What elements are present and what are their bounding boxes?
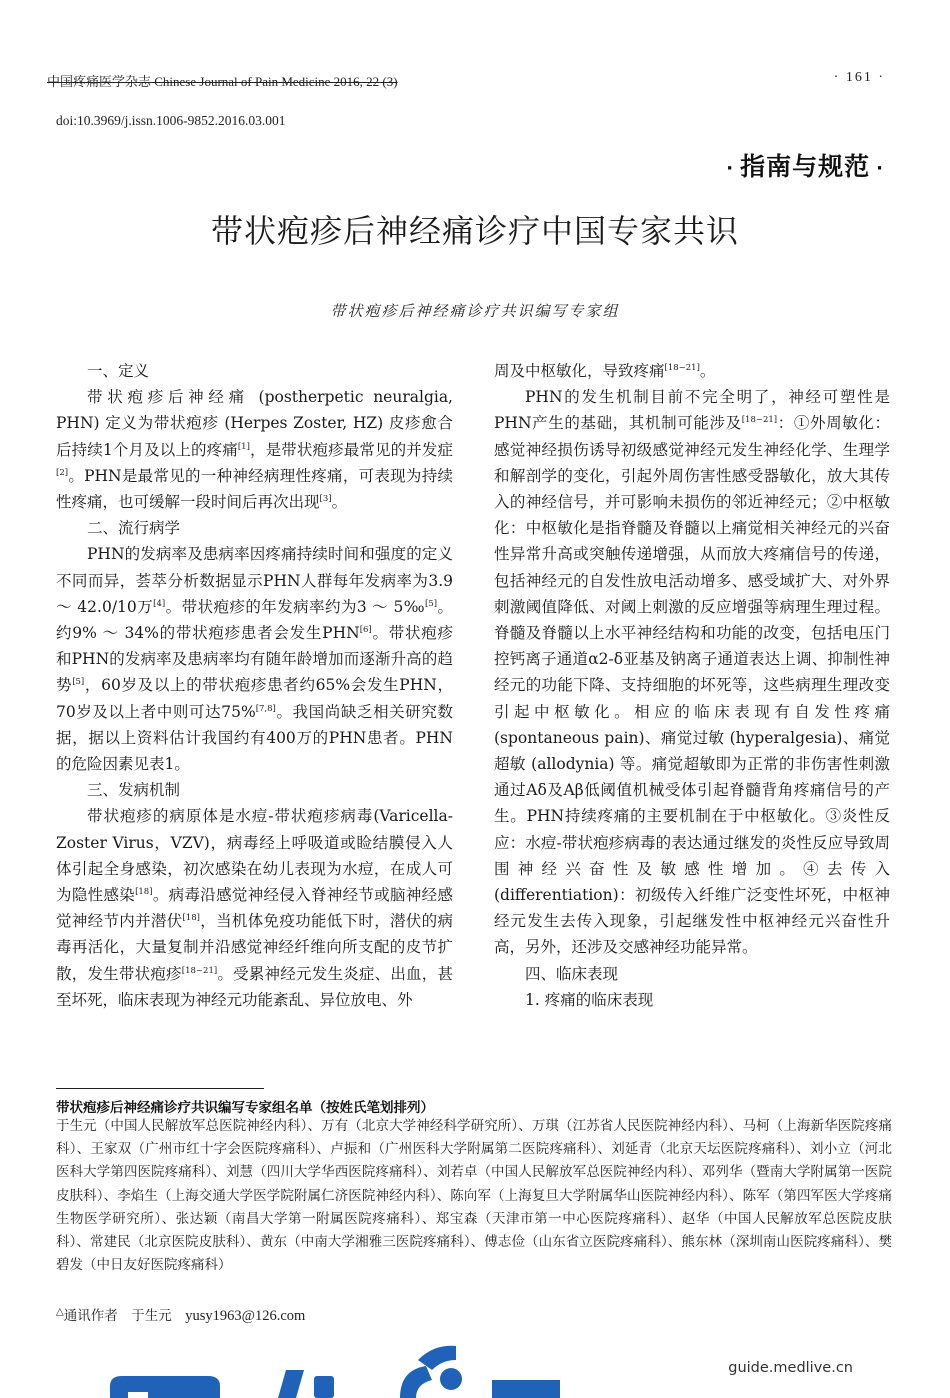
contact-label: 通讯作者 于生元	[63, 1308, 172, 1324]
watermark-logo	[100, 1330, 560, 1398]
watermark-logo-graphic	[100, 1330, 560, 1398]
heading-clinical: 四、临床表现	[525, 964, 619, 983]
section-tag-label: 指南与规范	[740, 152, 871, 181]
expert-list: 于生元（中国人民解放军总医院神经内科）、万有（北京大学神经科学研究所）、万琪（江苏省人民医院神经内科）、马柯（上海新华医院疼痛科）、王家双（广州市红十字会医院疼痛科）、卢振和（广州医科大学附属第二医院疼痛科）、刘延青（北京天坛医院疼痛科）、刘小立（河北医科大学第四医院疼痛科）、刘慧（四川大学华西医院疼痛科）、刘若卓（中国人民解放军总医院神经内科）、邓列华（暨南大学附属第一医院皮肤科）、李焰生（上海交通大学医学院附属仁济医院神经内科）、陈向军（上海复旦大学附属华山医院神经内科）、陈军（第四军医大学疼痛生物医学研究所）、张达颖（南昌大学第一附属医院疼痛科）、郑宝森（天津市第一中心医院疼痛科）、赵华（中国人民解放军总医院皮肤科）、常建民（北京医院皮肤科）、黄东（中南大学湘雅三医院疼痛科）、傅志俭（山东省立医院疼痛科）、熊东林（深圳南山医院疼痛科）、樊碧发（中日友好医院疼痛科）	[56, 1118, 892, 1274]
left-column	[56, 358, 453, 1013]
paragraph-mechanism-detail: PHN的发生机制目前不完全明了，神经可塑性是PHN产生的基础，其机制可能涉及[18~21]：①外周敏化：感觉神经损伤诱导初级感觉神经元发生神经化学、生理学和解剖学的变化，引起外周伤害性感受器敏化，放大其传入的神经信号，并可影响未损伤的邻近神经元；②中枢敏化：中枢敏化是指脊髓及脊髓以上痛觉相关神经元的兴奋性异常升高或突触传递增强，从而放大疼痛信号的传递，包括神经元的自发性放电活动增多、感受域扩大、对外界刺激阈值降低、对阈上刺激的反应增强等病理生理过程。脊髓及脊髓以上水平神经结构和功能的改变，包括电压门控钙离子通道α2-δ亚基及钠离子通道表达上调、抑制性神经元的功能下降、支持细胞的坏死等，这些病理生理改变引起中枢敏化。相应的临床表现有自发性疼痛 (spontaneous pain)、痛觉过敏 (hyperalgesia)、痛觉超敏 (allodynia) 等。痛觉超敏即为正常的非伤害性刺激通过Aδ及Aβ低阈值机械受体引起脊髓背角疼痛信号的产生。PHN持续疼痛的主要机制在于中枢敏化。③炎性反应：水痘-带状疱疹病毒的表达通过继发的炎性反应导致周围神经兴奋性及敏感性增加。④去传入 (differentiation)：初级传入纤维广泛变性坏死，中枢神经元发生去传入现象，引起继发性中枢神经元兴奋性升高，另外，还涉及交感神经功能异常。	[494, 388, 890, 957]
journal-header: 中国疼痛医学杂志 Chinese Journal of Pain Medicine 2016, 22 (3)	[47, 74, 398, 89]
triangle-icon: △	[56, 1306, 64, 1318]
citation[interactable]: [5]	[72, 677, 85, 688]
citation[interactable]: [18~21]	[741, 415, 778, 426]
corresponding-author	[56, 1304, 305, 1325]
citation[interactable]: [7,8]	[255, 703, 276, 714]
citation[interactable]: [4]	[153, 598, 166, 609]
right-column	[494, 358, 890, 1013]
heading-pain-clinical: 1. 疼痛的临床表现	[525, 990, 654, 1009]
contact-email[interactable]: yusy1963@126.com	[185, 1308, 306, 1324]
author-group: 带状疱疹后神经痛诊疗共识编写专家组	[330, 302, 620, 320]
paragraph-mechanism: 带状疱疹的病原体是水痘-带状疱疹病毒(Varicella-Zoster Virus，VZV)，病毒经上呼吸道或睑结膜侵入人体引起全身感染，初次感染在幼儿表现为水痘，在成人可为隐性感染[18]。病毒沿感觉神经侵入脊神经节或脑神经感觉神经节内并潜伏[18]，当机体免疫功能低下时，潜伏的病毒再活化，大量复制并沿感觉神经纤维向所支配的皮节扩散，发生带状疱疹[18~21]。受累神经元发生炎症、出血，甚至坏死，临床表现为神经元功能紊乱、异位放电、外	[56, 807, 453, 1009]
paragraph-epidemiology: PHN的发病率及患病率因疼痛持续时间和强度的定义不同而异，荟萃分析数据显示PHN人群每年发病率为3.9 ～ 42.0/10万[4]。带状疱疹的年发病率约为3 ～ 5‰[5]。约9% ～ 34%的带状疱疹患者会发生PHN[6]。带状疱疹和PHN的发病率及患病率均有随年龄增加而逐渐升高的趋势[5]，60岁及以上的带状疱疹患者约65%会发生PHN，70岁及以上者中则可达75%[7,8]。我国尚缺乏相关研究数据，据以上资料估计我国约有400万的PHN患者。PHN的危险因素见表1。	[56, 545, 453, 774]
logo-shapes	[110, 1346, 560, 1398]
footnote-rule	[56, 1088, 264, 1089]
citation[interactable]: [18]	[182, 913, 200, 924]
paragraph-definition: 带状疱疹后神经痛 (postherpetic neuralgia, PHN) 定义为带状疱疹 (Herpes Zoster, HZ) 皮疹愈合后持续1个月及以上的疼痛[1]，是带状疱疹最常见的并发症[2]。PHN是最常见的一种神经病理性疼痛，可表现为持续性疼痛，也可缓解一段时间后再次出现[3]。	[56, 388, 453, 512]
heading-epidemiology: 二、流行病学	[87, 519, 181, 538]
footnote-heading: 带状疱疹后神经痛诊疗共识编写专家组名单（按姓氏笔划排列）	[56, 1100, 434, 1116]
citation[interactable]: [3]	[319, 493, 332, 504]
paragraph-continued: 周及中枢敏化，导致疼痛[18~21]。	[494, 362, 716, 380]
citation[interactable]: [18~21]	[664, 362, 700, 373]
heading-mechanism: 三、发病机制	[87, 781, 181, 800]
citation[interactable]: [18]	[135, 886, 153, 897]
heading-definition: 一、定义	[87, 362, 150, 380]
citation[interactable]: [2]	[56, 467, 69, 478]
citation[interactable]: [1]	[237, 441, 250, 452]
citation[interactable]: [18~21]	[181, 965, 218, 976]
citation[interactable]: [6]	[359, 624, 372, 635]
watermark-url[interactable]: guide.medlive.cn	[728, 1360, 853, 1376]
page-number: · 161 ·	[833, 70, 885, 85]
doi[interactable]: doi:10.3969/j.issn.1006-9852.2016.03.001	[56, 113, 286, 128]
section-tag: · 指南与规范 ·	[726, 152, 884, 181]
citation[interactable]: [5]	[425, 598, 438, 609]
article-title: 带状疱疹后神经痛诊疗中国专家共识	[210, 212, 739, 250]
